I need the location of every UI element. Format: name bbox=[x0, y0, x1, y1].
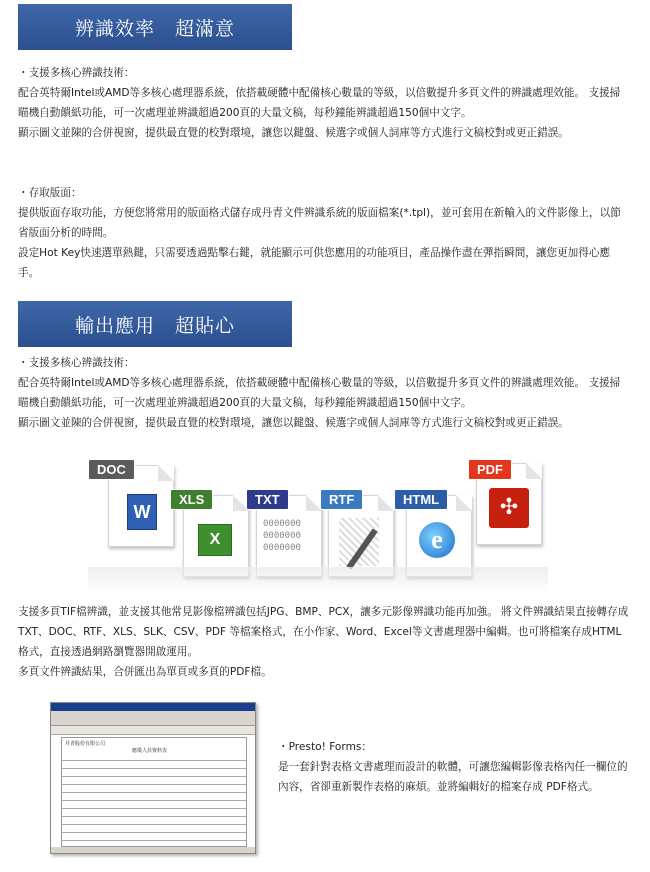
pdf-icon: ✣ bbox=[476, 463, 542, 545]
presto-title: ・Presto! Forms： bbox=[278, 741, 373, 753]
proofread-body: 顯示圖文並陳的合併視窗，提供最直覺的校對環境，讓您以鍵盤、候選字或個人詞庫等方式進行文稿校對或更正錯誤。 bbox=[18, 127, 569, 139]
rtf-label: RTF bbox=[320, 489, 363, 510]
pdf-merge-body: 多頁文件辨識結果，合併匯出為單頁或多頁的PDF檔。 bbox=[18, 666, 272, 678]
screenshot-tabbar bbox=[51, 726, 255, 735]
presto-body: 是一套針對表格文書處理而設計的軟體，可讓您編輯影像表格內任一欄位的內容，省卻重新製作表格的麻煩。並將編輯好的檔案存成 PDF格式。 bbox=[278, 761, 628, 793]
presto-forms-text bbox=[278, 737, 630, 797]
doc-label: DOC bbox=[88, 459, 135, 480]
output-format-icons bbox=[88, 455, 548, 595]
multicore-title-2: ・支援多核心辨識技術： bbox=[18, 357, 135, 369]
xls-icon: X bbox=[183, 495, 249, 577]
txt-line: 0000000 bbox=[263, 519, 301, 529]
section1-text bbox=[18, 63, 630, 143]
screenshot-titlebar bbox=[51, 703, 255, 711]
presto-forms-screenshot bbox=[50, 702, 256, 854]
txt-line: 0000000 bbox=[263, 531, 301, 541]
screenshot-statusbar bbox=[51, 847, 255, 853]
screenshot-toolbar bbox=[51, 711, 255, 726]
multicore-body: 配合英特爾Intel或AMD等多核心處理器系統，依搭載硬體中配備核心數量的等級，以倍數提升多頁文件的辨識處理效能。 支援掃瞄機自動饋紙功能，可一次處理並辨識超過200頁的大量文稿，每秒鐘能辨識超過150個中文字。 bbox=[18, 87, 621, 119]
pdf-label: PDF bbox=[468, 459, 512, 480]
screenshot-form bbox=[61, 737, 247, 847]
multicore-body-2: 配合英特爾Intel或AMD等多核心處理器系統，依搭載硬體中配備核心數量的等級，以倍數提升多頁文件的辨識處理效能。 支援掃瞄機自動饋紙功能，可一次處理並辨識超過200頁的大量文稿，每秒鐘能辨識超過150個中文字。 bbox=[18, 377, 621, 409]
screenshot-company: 丹青股份有限公司 bbox=[65, 741, 106, 747]
output-body: 支援多頁TIF檔辨識，並支援其他常見影像檔辨識包括JPG、BMP、PCX，讓多元影像辨識功能再加強。 將文件辨識結果直接轉存成TXT、DOC、RTF、XLS、SLK、CSV、PDF 等檔案格式，在小作家、Word、Excel等文書處理器中編輯。也可將檔案存成HTML格式，直接透過網路瀏覽器開啟運用。 bbox=[18, 606, 629, 658]
layout-body: 提供版面存取功能，方便您將常用的版面格式儲存成丹青文件辨識系統的版面檔案(*.tpl)，並可套用在新輸入的文件影像上，以節省版面分析的時間。 bbox=[18, 207, 621, 239]
icons-reflection bbox=[88, 567, 548, 595]
section2-text bbox=[18, 353, 630, 433]
section-banner-output: 輸出應用 超貼心 bbox=[18, 301, 292, 347]
multicore-title: ・支援多核心辨識技術： bbox=[18, 67, 135, 79]
html-label: HTML bbox=[394, 489, 448, 510]
section1-layout-text bbox=[18, 183, 630, 283]
doc-icon: W bbox=[108, 465, 174, 547]
proofread-body-2: 顯示圖文並陳的合併視窗，提供最直覺的校對環境，讓您以鍵盤、候選字或個人詞庫等方式進行文稿校對或更正錯誤。 bbox=[18, 417, 569, 429]
xls-label: XLS bbox=[170, 489, 213, 510]
screenshot-form-title: 應徵人員資料表 bbox=[132, 748, 168, 754]
hotkey-body: 設定Hot Key快速選單熱鍵，只需要透過點擊右鍵，就能顯示可供您應用的功能項目，產品操作盡在彈指瞬間，讓您更加得心應手。 bbox=[18, 247, 611, 279]
layout-title: ・存取版面： bbox=[18, 187, 82, 199]
txt-line: 0000000 bbox=[263, 543, 301, 553]
section-banner-efficiency: 辨識效率 超滿意 bbox=[18, 4, 292, 50]
output-text bbox=[18, 602, 630, 682]
html-icon: e bbox=[406, 495, 472, 577]
txt-label: TXT bbox=[246, 489, 289, 510]
